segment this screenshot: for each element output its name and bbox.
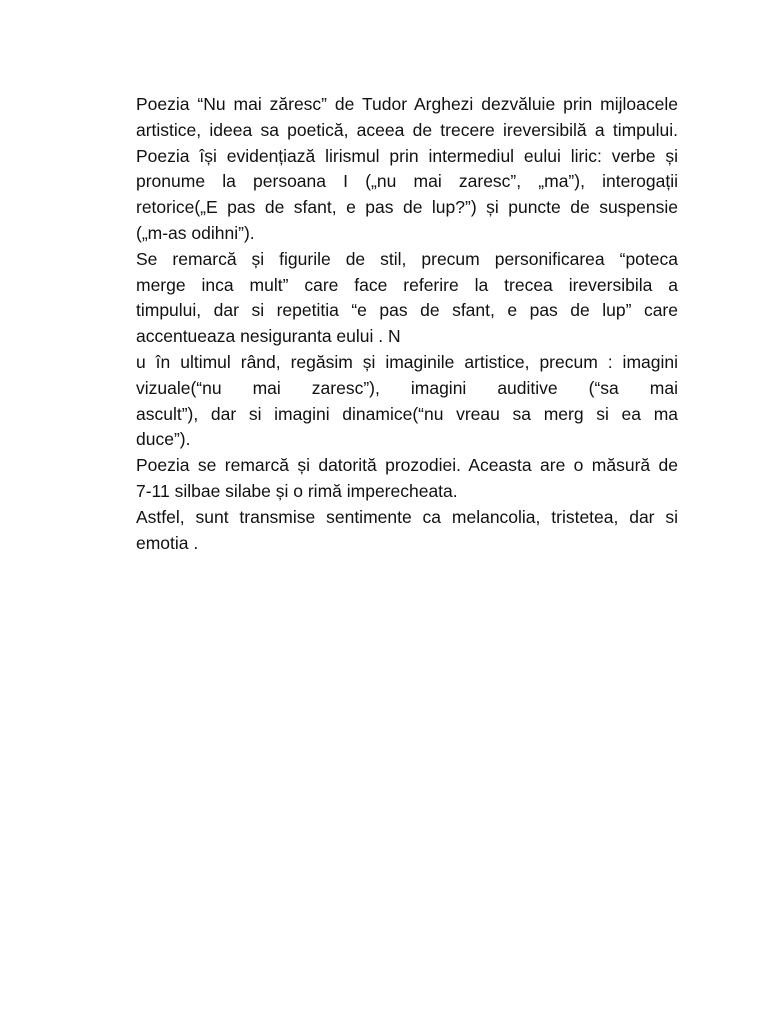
text-line: Se remarcă și figurile de stil, precum personificarea “poteca — [136, 248, 678, 269]
text-line: u în ultimul rând, regăsim și imaginile artistice, precum : imagini — [136, 351, 678, 372]
text-line: duce”). — [136, 429, 191, 450]
text-line: vizuale(“nu mai zaresc”), imagini auditive (“sa mai — [136, 377, 678, 398]
essay-text — [136, 92, 678, 556]
text-line: („m-as odihni”). — [136, 222, 255, 243]
text-line: ascult”), dar si imagini dinamice(“nu vreau sa merg si ea ma — [136, 403, 678, 424]
text-line: timpului, dar si repetitia “e pas de sfant, e pas de lup” care — [136, 300, 678, 321]
text-line: Astfel, sunt transmise sentimente ca melancolia, tristetea, dar si — [136, 506, 678, 527]
text-line: emotia . — [136, 532, 199, 553]
text-line: accentueaza nesiguranta eului . N — [136, 326, 401, 347]
text-line: merge inca mult” care face referire la trecea ireversibila a — [136, 274, 678, 295]
text-line: retorice(„E pas de sfant, e pas de lup?”) și puncte de suspensie — [136, 197, 678, 218]
text-line: artistice, ideea sa poetică, aceea de trecere ireversibilă a timpului. — [136, 119, 678, 140]
text-line: Poezia se remarcă și datorită prozodiei. Aceasta are o măsură de — [136, 455, 678, 476]
text-line: Poezia “Nu mai zăresc” de Tudor Arghezi dezvăluie prin mijloacele — [136, 94, 678, 114]
text-line: pronume la persoana I („nu mai zaresc”, „ma”), interogații — [136, 171, 678, 192]
text-line: Poezia își evidențiază lirismul prin intermediul eului liric: verbe și — [136, 145, 678, 166]
text-line: 7-11 silbae silabe și o rimă imperecheata. — [136, 480, 458, 501]
